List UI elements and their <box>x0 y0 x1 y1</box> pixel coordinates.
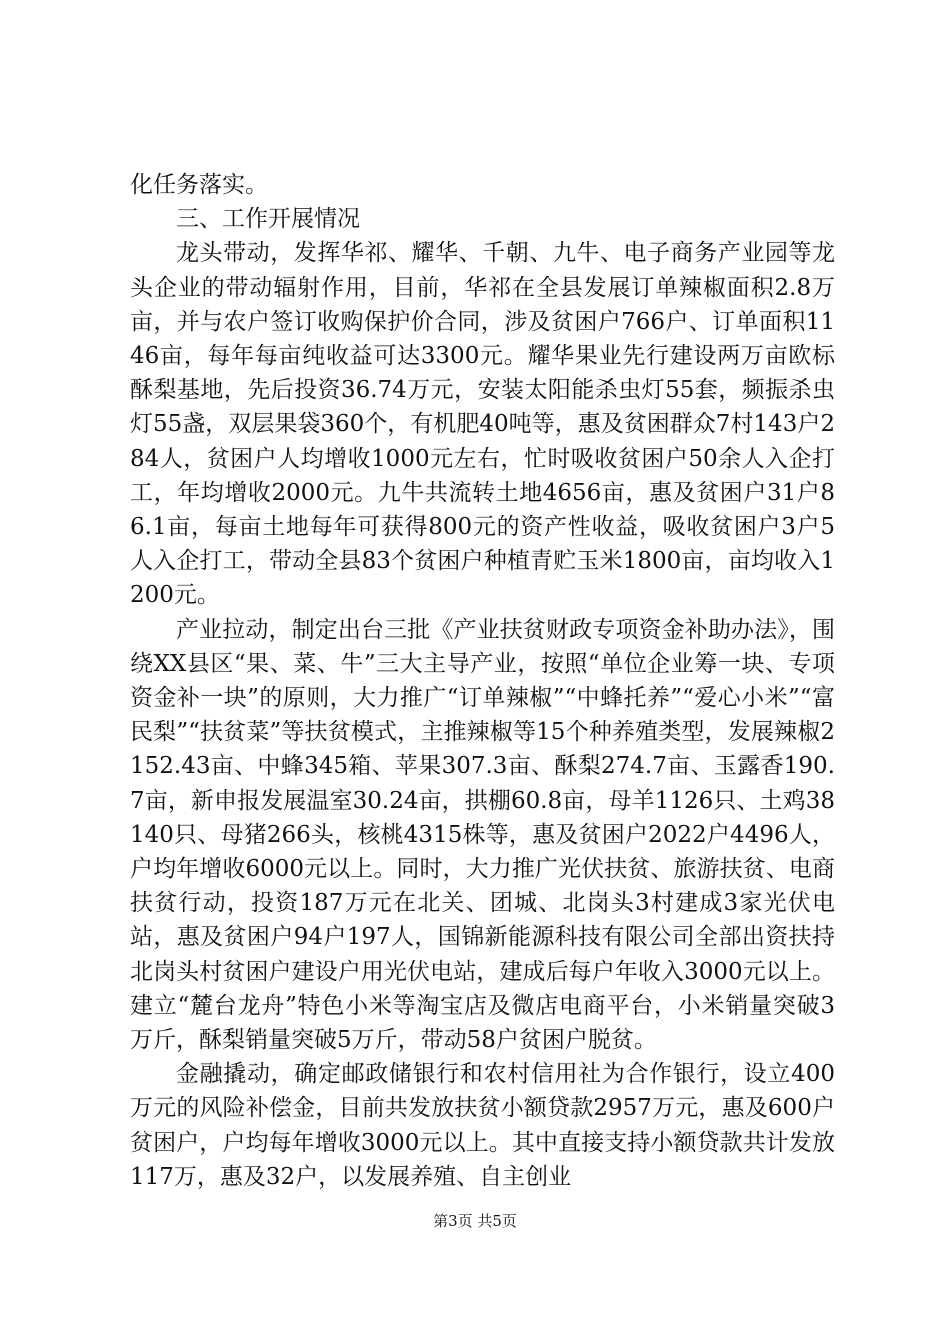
paragraph-leading-enterprises: 龙头带动，发挥华祁、耀华、千朝、九牛、电子商务产业园等龙头企业的带动辐射作用，目前，华祁在全县发展订单辣椒面积2.8万亩，并与农户签订收购保护价合同，涉及贫困户766户、订单面积1146亩，每年每亩纯收益可达3300元。耀华果业先行建设两万亩欧标酥梨基地，先后投资36.74万元，安装太阳能杀虫灯55套，频振杀虫灯55盏，双层果袋360个，有机肥40吨等，惠及贫困群众7村143户284人，贫困户人均增收1000元左右，忙时吸收贫困户50余人入企打工，年均增收2000元。九牛共流转土地4656亩，惠及贫困户31户86.1亩，每亩土地每年可获得800元的资产性收益，吸收贫困户3户5人入企打工，带动全县83个贫困户种植青贮玉米1800亩，亩均收入1200元。 <box>130 240 835 609</box>
paragraph-continuation: 化任务落实。 <box>130 172 268 198</box>
paragraph-industry-pull: 产业拉动，制定出台三批《产业扶贫财政专项资金补助办法》，围绕XX县区“果、菜、牛”三大主导产业，按照“单位企业筹一块、专项资金补一块”的原则，大力推广“订单辣椒”“中蜂托养”“爱心小米”“富民梨”“扶贫菜”等扶贫模式，主推辣椒等15个种养殖类型，发展辣椒2152.43亩、中蜂345箱、苹果307.3亩、酥梨274.7亩、玉露香190.7亩，新申报发展温室30.24亩，拱棚60.8亩，母羊1126只、土鸡38140只、母猪266头，核桃4315株等，惠及贫困户2022户4496人，户均年增收6000元以上。同时，大力推广光伏扶贫、旅游扶贫、电商扶贫行动，投资187万元在北关、团城、北岗头3村建成3家光伏电站，惠及贫困户94户197人，国锦新能源科技有限公司全部出资扶持北岗头村贫困户建设户用光伏电站，建成后每户年收入3000元以上。建立“麓台龙舟”特色小米等淘宝店及微店电商平台，小米销量突破3万斤，酥梨销量突破5万斤，带动58户贫困户脱贫。 <box>130 616 835 1054</box>
paragraph-finance: 金融撬动，确定邮政储银行和农村信用社为合作银行，设立400万元的风险补偿金，目前共发放扶贫小额贷款2957万元，惠及600户贫困户，户均每年增收3000元以上。其中直接支持小额贷款共计发放117万，惠及32户，以发展养殖、自主创业 <box>130 1061 835 1190</box>
document-body <box>130 168 835 1194</box>
section-heading: 三、工作开展情况 <box>176 206 360 233</box>
page-footer: 第3页 共5页 <box>433 1212 517 1230</box>
